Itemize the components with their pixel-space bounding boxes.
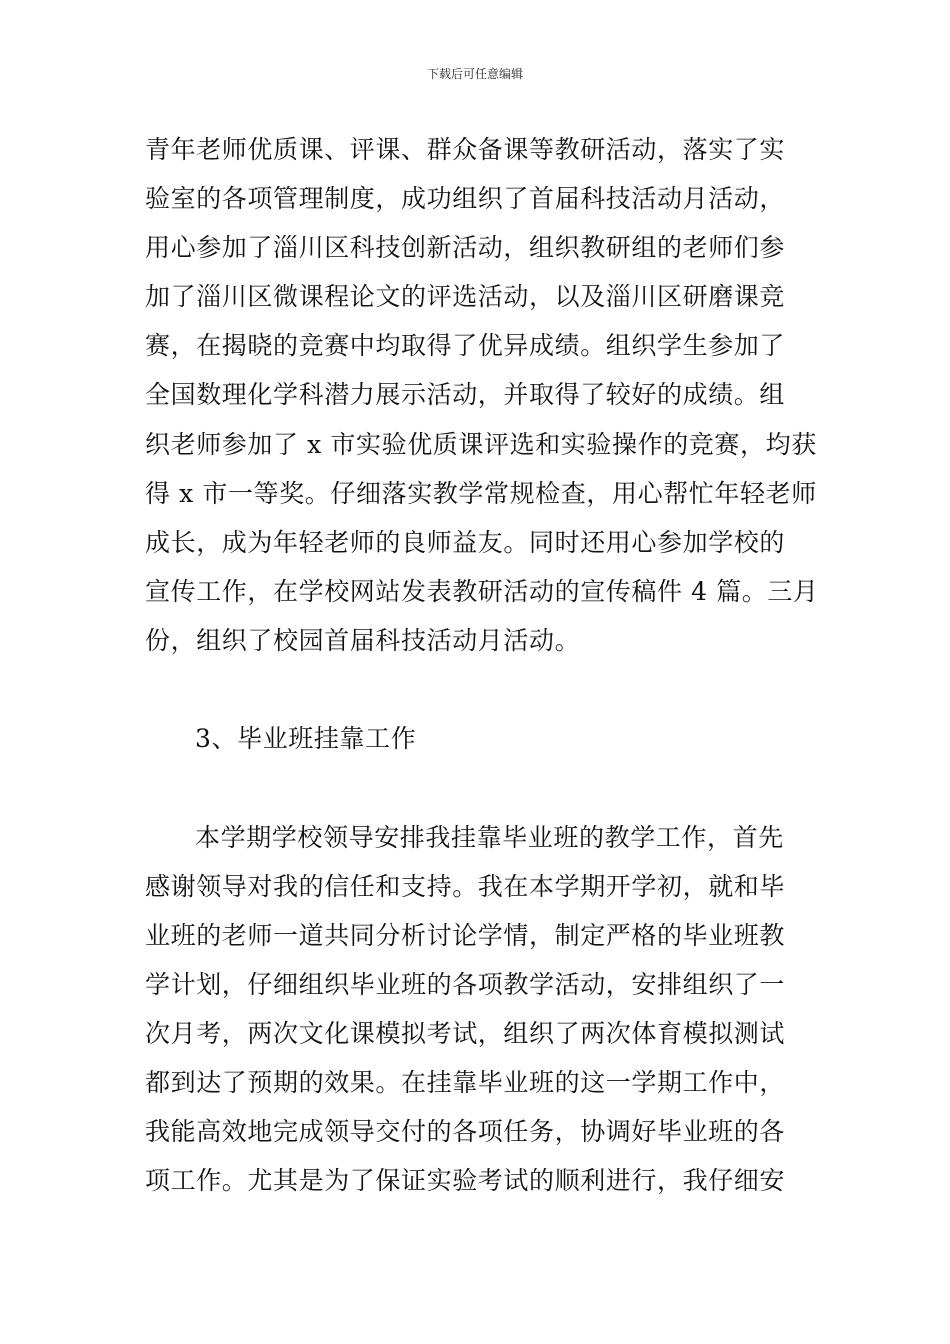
paragraph-1-line: 成长，成为年轻老师的良师益友。同时还用心参加学校的 <box>145 528 786 557</box>
paragraph-1-line: 用心参加了淄川区科技创新活动，组织教研组的老师们参 <box>145 233 786 262</box>
paragraph-1-line: 织老师参加了 x 市实验优质课评选和实验操作的竞赛，均获 <box>145 430 817 459</box>
paragraph-2-line: 次月考，两次文化课模拟考试，组织了两次体育模拟测试 <box>145 1019 786 1048</box>
paragraph-1-line: 加了淄川区微课程论文的评选活动，以及淄川区研磨课竞 <box>145 282 786 311</box>
paragraph-2-line: 本学期学校领导安排我挂靠毕业班的教学工作，首先 <box>195 823 784 852</box>
paragraph-1-line: 得 x 市一等奖。仔细落实教学常规检查，用心帮忙年轻老师 <box>145 479 817 508</box>
paragraph-2-line: 都到达了预期的效果。在挂靠毕业班的这一学期工作中， <box>145 1068 786 1097</box>
section-heading: 3、毕业班挂靠工作 <box>195 724 417 753</box>
paragraph-2-line: 项工作。尤其是为了保证实验考试的顺利进行，我仔细安 <box>145 1166 786 1195</box>
paragraph-2-line: 学计划，仔细组织毕业班的各项教学活动，安排组织了一 <box>145 970 786 999</box>
page-header: 下载后可任意编辑 <box>426 67 523 81</box>
paragraph-1-line: 份，组织了校园首届科技活动月活动。 <box>145 626 581 655</box>
paragraph-2-line: 感谢领导对我的信任和支持。我在本学期开学初，就和毕 <box>145 872 786 901</box>
paragraph-1-line: 验室的各项管理制度，成功组织了首届科技活动月活动， <box>145 184 786 213</box>
paragraph-2-line: 我能高效地完成领导交付的各项任务，协调好毕业班的各 <box>145 1117 786 1146</box>
paragraph-1-line: 全国数理化学科潜力展示活动，并取得了较好的成绩。组 <box>145 380 786 409</box>
paragraph-2-line: 业班的老师一道共同分析讨论学情，制定严格的毕业班教 <box>145 921 786 950</box>
paragraph-1-line: 青年老师优质课、评课、群众备课等教研活动，落实了实 <box>145 135 786 164</box>
paragraph-1-line: 赛，在揭晓的竞赛中均取得了优异成绩。组织学生参加了 <box>145 331 786 360</box>
paragraph-1-line: 宣传工作，在学校网站发表教研活动的宣传稿件 4 篇。三月 <box>145 577 819 606</box>
